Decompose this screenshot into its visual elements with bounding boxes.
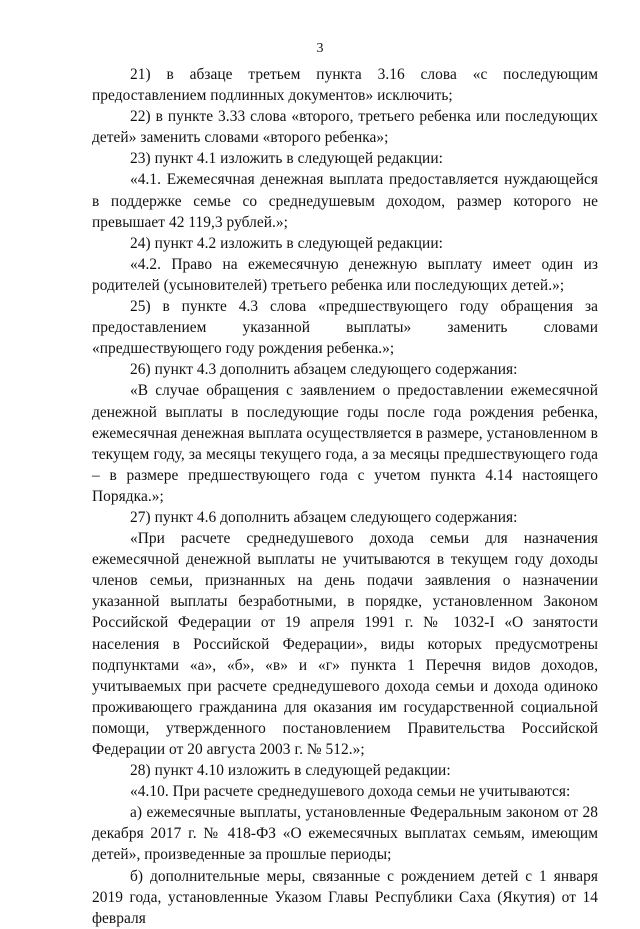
paragraph: 24) пункт 4.2 изложить в следующей редакции:	[130, 234, 443, 252]
paragraph: 25) в пункте 4.3 слова «предшествующего году обращения за предоставлением указанной выплаты» заменить словами «предшествующего году рождения ребенка.»;	[92, 298, 598, 358]
paragraph: «4.10. При расчете среднедушевого дохода семьи не учитываются:	[130, 783, 571, 801]
paragraph: а) ежемесячные выплаты, установленные Федеральным законом от 28 декабря 2017 г. № 418-ФЗ «О ежемесячных выплатах семьям, имеющим детей», произведенные за прошлые периоды;	[92, 804, 598, 864]
paragraph: б) дополнительные меры, связанные с рождением детей с 1 января 2019 года, установленные Указом Главы Республики Саха (Якутия) от 14 февраля	[92, 867, 598, 927]
paragraph: 23) пункт 4.1 изложить в следующей редакции:	[130, 150, 443, 168]
paragraph: 26) пункт 4.3 дополнить абзацем следующего содержания:	[130, 361, 518, 379]
paragraph: 27) пункт 4.6 дополнить абзацем следующего содержания:	[130, 508, 518, 526]
paragraph: «4.1. Ежемесячная денежная выплата предоставляется нуждающейся в поддержке семье со среднедушевым доходом, размер которого не превышает 42 119,3 рублей.»;	[92, 171, 598, 231]
paragraph: 22) в пункте 3.33 слова «второго, третьего ребенка или последующих детей» заменить словами «второго ребенка»;	[92, 108, 598, 147]
paragraph: 28) пункт 4.10 изложить в следующей редакции:	[130, 762, 451, 780]
paragraph: 21) в абзаце третьем пункта 3.16 слова «с последующим предоставлением подлинных документов» исключить;	[92, 66, 598, 105]
paragraph: «4.2. Право на ежемесячную денежную выплату имеет один из родителей (усыновителей) третьего ребенка или последующих детей.»;	[92, 255, 598, 294]
paragraph: «В случае обращения с заявлением о предоставлении ежемесячной денежной выплаты в последующие годы после года рождения ребенка, ежемесячная денежная выплата осуществляется в размере, установленном в текущем году, за месяцы текущего года, а за месяцы предшествующего года – в размере предшествующего года с учетом пункта 4.14 настоящего Порядка.»;	[92, 382, 598, 505]
page-number: 3	[316, 41, 324, 56]
document-body	[92, 64, 598, 929]
paragraph: «При расчете среднедушевого дохода семьи для назначения ежемесячной денежной выплаты не учитываются в текущем году доходы членов семьи, признанных на день подачи заявления о назначении указанной выплаты безработными, в порядке, установленном Законом Российской Федерации от 19 апреля 1991 г. № 1032-I «О занятости населения в Российской Федерации», виды которых предусмотрены подпунктами «а», «б», «в» и «г» пункта 1 Перечня видов доходов, учитываемых при расчете среднедушевого дохода семьи и дохода одиноко проживающего гражданина для оказания им государственной социальной помощи, утвержденного постановлением Правительства Российской Федерации от 20 августа 2003 г. № 512.»;	[92, 530, 598, 758]
